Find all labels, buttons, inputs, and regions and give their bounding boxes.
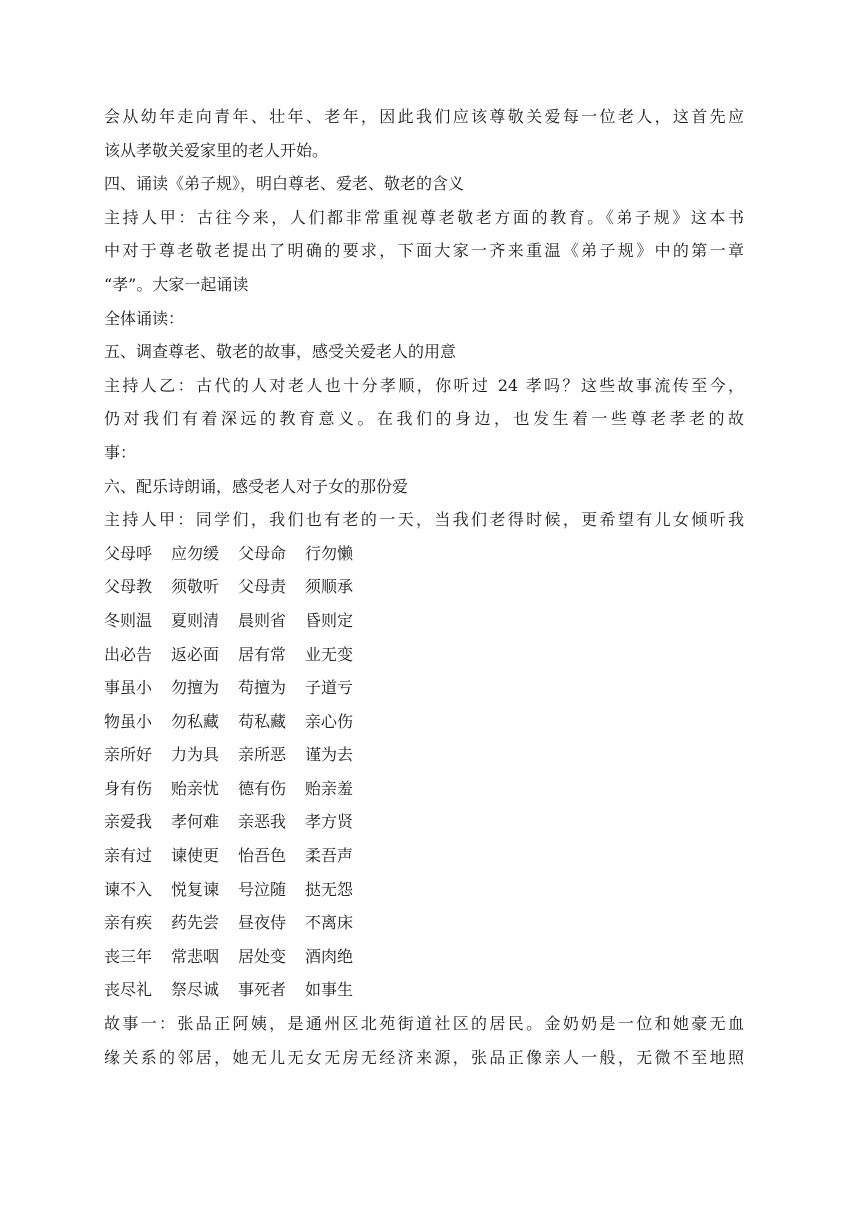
verse-phrase: 须敬听 <box>171 577 220 597</box>
text-line: 会从幼年走向青年、壮年、老年，因此我们应该尊敬关爱每一位老人，这首先应 <box>104 107 744 126</box>
text-line: 中对于尊老敬老提出了明确的要求，下面大家一齐来重温《弟子规》中的第一章 <box>104 241 744 261</box>
verse-phrase: 丧尽礼 <box>104 980 153 1000</box>
verse-phrase: 昏则定 <box>305 610 354 630</box>
verse-phrase: 勿擅为 <box>171 678 220 698</box>
verse-phrase: 孝何难 <box>171 812 220 832</box>
verse-phrase: 苟擅为 <box>238 678 287 698</box>
verse-phrase: 身有伤 <box>104 778 153 798</box>
verse-phrase: 亲心伤 <box>305 711 354 731</box>
verse-phrase: 勿私藏 <box>171 711 220 731</box>
verse-phrase: 亲所好 <box>104 745 153 765</box>
text-line: 主持人甲：同学们，我们也有老的一天，当我们老得时候，更希望有儿女倾听我 <box>104 510 744 530</box>
verse-phrase: 贻亲忧 <box>171 778 220 798</box>
verse-phrase: 返必面 <box>171 644 220 664</box>
text-line: 缘关系的邻居，她无儿无女无房无经济来源，张品正像亲人一般，无微不至地照 <box>104 1047 744 1067</box>
verse-line <box>104 772 744 806</box>
verse-phrase: 酒肉绝 <box>305 946 354 966</box>
text-line: 四、诵读《弟子规》，明白尊老、爱老、敬老的含义 <box>104 174 465 194</box>
verse-phrase: 贻亲羞 <box>305 778 354 798</box>
verse-line <box>104 940 744 974</box>
text-line: 六、配乐诗朗诵，感受老人对子女的那份爱 <box>104 476 409 496</box>
verse-line <box>104 705 744 739</box>
verse-line <box>104 805 744 839</box>
verse-phrase: 柔吾声 <box>305 846 354 866</box>
text-line: “孝”。大家一起诵读 <box>104 274 249 294</box>
verse-line <box>104 638 744 672</box>
verse-line <box>104 570 744 604</box>
verse-phrase: 药先尝 <box>171 913 220 933</box>
verse-phrase: 冬则温 <box>104 610 153 630</box>
verse-phrase: 如事生 <box>305 980 354 1000</box>
verse-line <box>104 839 744 873</box>
verse-phrase: 挞无怨 <box>305 879 354 899</box>
verse-phrase: 亲爱我 <box>104 812 153 832</box>
verse-phrase: 子道亏 <box>305 678 354 698</box>
verse-phrase: 谏不入 <box>104 879 153 899</box>
verse-phrase: 孝方贤 <box>305 812 354 832</box>
verse-phrase: 须顺承 <box>305 577 354 597</box>
verse-phrase: 谨为去 <box>305 745 354 765</box>
verse-phrase: 不离床 <box>305 913 354 933</box>
verse-phrase: 力为具 <box>171 745 220 765</box>
verse-phrase: 父母教 <box>104 577 153 597</box>
verse-phrase: 事虽小 <box>104 678 153 698</box>
text-line: 主持人甲：古往今来，人们都非常重视尊老敬老方面的教育。《弟子规》这本书 <box>104 207 744 227</box>
text-line: 事： <box>104 442 137 462</box>
verse-phrase: 业无变 <box>305 644 354 664</box>
verse-line <box>104 537 744 571</box>
verse-phrase: 父母责 <box>238 577 287 597</box>
verse-phrase: 晨则省 <box>238 610 287 630</box>
dizigui-verses <box>104 537 744 1007</box>
verse-phrase: 行勿懒 <box>305 543 354 563</box>
verse-phrase: 亲有疾 <box>104 913 153 933</box>
verse-phrase: 亲有过 <box>104 846 153 866</box>
verse-phrase: 应勿缓 <box>171 543 220 563</box>
verse-phrase: 谏使更 <box>171 846 220 866</box>
verse-phrase: 事死者 <box>238 980 287 1000</box>
text-line: 仍对我们有着深远的教育意义。在我们的身边，也发生着一些尊老孝老的故 <box>104 409 744 429</box>
verse-phrase: 出必告 <box>104 644 153 664</box>
verse-phrase: 悦复谏 <box>171 879 220 899</box>
document-body <box>104 100 744 1074</box>
verse-phrase: 居有常 <box>238 644 287 664</box>
verse-phrase: 苟私藏 <box>238 711 287 731</box>
verse-phrase: 号泣随 <box>238 879 287 899</box>
verse-phrase: 物虽小 <box>104 711 153 731</box>
verse-line <box>104 671 744 705</box>
verse-line <box>104 873 744 907</box>
verse-phrase: 父母呼 <box>104 543 153 563</box>
verse-phrase: 丧三年 <box>104 946 153 966</box>
verse-line <box>104 738 744 772</box>
verse-phrase: 昼夜侍 <box>238 913 287 933</box>
paragraph-block-b <box>104 1007 744 1074</box>
verse-phrase: 常悲咽 <box>171 946 220 966</box>
text-line: 故事一：张品正阿姨，是通州区北苑街道社区的居民。金奶奶是一位和她豪无血 <box>104 1014 744 1034</box>
verse-line <box>104 906 744 940</box>
verse-phrase: 父母命 <box>238 543 287 563</box>
text-line: 主持人乙：古代的人对老人也十分孝顺，你听过 24 孝吗？这些故事流传至今， <box>104 375 744 395</box>
verse-phrase: 亲恶我 <box>238 812 287 832</box>
verse-phrase: 祭尽诚 <box>171 980 220 1000</box>
paragraph-block-a <box>104 100 744 537</box>
text-line: 该从孝敬关爱家里的老人开始。 <box>104 140 329 160</box>
verse-phrase: 夏则清 <box>171 610 220 630</box>
verse-phrase: 怡吾色 <box>238 846 287 866</box>
text-line: 五、调查尊老、敬老的故事，感受关爱老人的用意 <box>104 342 457 362</box>
verse-phrase: 居处变 <box>238 946 287 966</box>
verse-phrase: 亲所恶 <box>238 745 287 765</box>
verse-phrase: 德有伤 <box>238 778 287 798</box>
verse-line <box>104 604 744 638</box>
verse-line <box>104 973 744 1007</box>
text-line: 全体诵读： <box>104 308 185 328</box>
